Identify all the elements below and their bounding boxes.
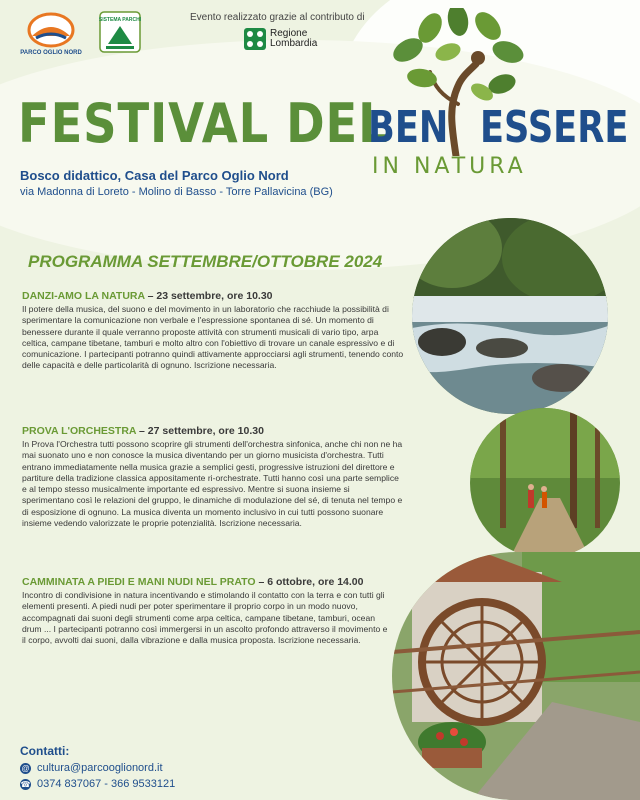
event-date: – 27 settembre, ore 10.30 [136, 425, 264, 437]
event-description: In Prova l'Orchestra tutti possono scoprire gli strumenti dell'orchestra sinfonica, anche chi non ne ha mai suonato uno e non conosce la musica diventando per un giorno musicista d'orchestra. Tutti entrano immediatamente nella musica grazie a semplici gesti, progressive istruzioni del direttore e partiture della tradizione classica appositamente ri-orchestrate. Tutti hanno così una parte semplice e al tempo stesso musicalmente importante ed espressivo. Mentre si suona insieme si sperimentano così le relazioni del gruppo, le dinamiche di modulazione del sé, di tenuta nel tempo e di esposizione di ognuno. La musica diventa un momento inclusivo in cui tutti possono suonare insieme vedendo valorizzate le proprie potenzialità. Iscrizione necessaria. [22, 439, 403, 529]
event-name: DANZI-AMO LA NATURA [22, 290, 145, 302]
phone-icon: ☎ [20, 779, 31, 789]
place-address: via Madonna di Loreto - Molino di Basso - Torre Pallavicina (BG) [20, 186, 333, 198]
regione-line1: Regione [270, 28, 308, 39]
sponsor-text: Evento realizzato grazie al contributo di [190, 12, 365, 23]
contacts-title: Contatti: [20, 744, 70, 758]
parco-oglio-nord-logo [20, 12, 82, 56]
event-title [22, 290, 404, 302]
contact-email-row [20, 762, 163, 774]
event-section-3 [22, 576, 392, 646]
water-mill-photo [392, 552, 640, 800]
event-title [22, 425, 404, 437]
email-icon: @ [21, 763, 30, 773]
title-ben: BEN [368, 102, 449, 153]
contact-phone-row [20, 778, 175, 790]
event-section-2 [22, 425, 404, 529]
sistema-parchi-logo [98, 10, 142, 54]
contact-phone[interactable]: 0374 837067 - 366 9533121 [37, 778, 176, 790]
event-date: – 23 settembre, ore 10.30 [144, 290, 273, 302]
event-date: – 6 ottobre, ore 14.00 [255, 576, 364, 588]
place-title: Bosco didattico, Casa del Parco Oglio Nord [20, 168, 289, 183]
event-section-1 [22, 290, 404, 372]
regione-rose-icon [244, 28, 266, 50]
regione-name [270, 29, 317, 49]
title-essere: ESSERE [480, 102, 629, 153]
event-name: CAMMINATA A PIEDI E MANI NUDI NEL PRATO [22, 576, 256, 588]
regione-line2: Lombardia [270, 38, 318, 49]
title-in-natura: IN NATURA [372, 154, 527, 179]
event-description: Incontro di condivisione in natura incentivando e stimolando il contatto con la terra e con tutti gli elementi presenti. A piedi nudi per poter sperimentare il proprio corpo in un modo nuovo, accompagnati dai suoni degli strumenti come arpa celtica, campane tibetane, tamburi, ocean drum ... I partecipanti potranno così immergersi in un ascolto profondo attraverso il movimento e il corpo, avvolti dai suoni, dalla vibrazione e dalla musica proposta. Iscrizione necessaria. [22, 590, 388, 646]
sistema-logo-text: SISTEMA PARCHI [98, 17, 142, 23]
event-title [22, 576, 392, 588]
regione-lombardia-logo [244, 28, 317, 50]
event-description: Il potere della musica, del suono e del movimento in un laboratorio che racchiude la possibilità di sperimentare la comunicazione non verbale e l'espressione spontanea di sé. Un momento di benessere durante il quale verranno proposte attività con strumenti musicali di vario tipo, arpa celtica, campane tibetane, tamburi e molto altro con l'obiettivo di trovare un canale espressivo e di comunicazione. I partecipanti potranno quindi attivamente approcciarsi agli strumenti, tenendo conto delle capacità e delle particolarità di ognuno. Iscrizione necessaria. [22, 304, 404, 371]
parco-logo-text: PARCO OGLIO NORD [20, 50, 82, 56]
river-weir-photo [412, 218, 608, 414]
forest-walk-photo [470, 408, 620, 558]
programma-heading: PROGRAMMA SETTEMBRE/OTTOBRE 2024 [28, 252, 383, 271]
contact-email[interactable]: cultura@parcooglionord.it [37, 762, 163, 774]
event-name: PROVA L'ORCHESTRA [22, 425, 137, 437]
title-festival: FESTIVAL DEL [18, 92, 389, 155]
